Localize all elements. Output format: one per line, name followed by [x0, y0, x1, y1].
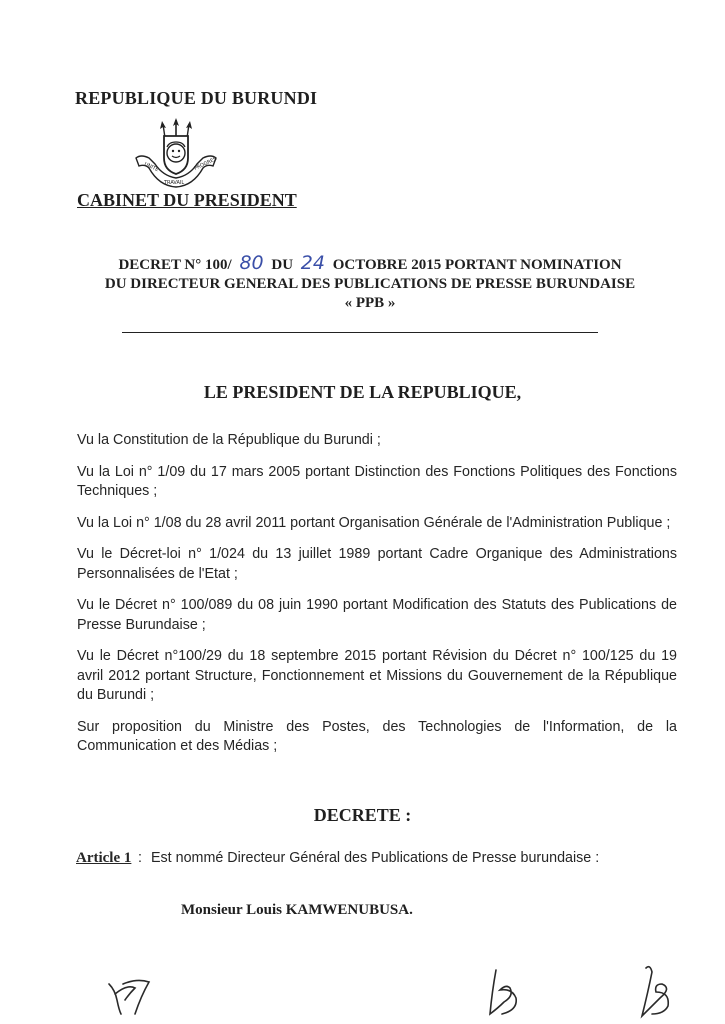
president-heading: LE PRESIDENT DE LA REPUBLIQUE,: [203, 382, 522, 402]
decree-title-line-1-rest: OCTOBRE 2015 PORTANT NOMINATION: [332, 257, 622, 273]
article-1-label: Article 1: [76, 850, 132, 866]
article-1-text: Est nommé Directeur Général des Publications de Presse burundaise :: [151, 850, 600, 866]
motto-progres: PROGRES: [193, 156, 218, 172]
decree-day-handwritten: 24: [300, 252, 325, 274]
visa-item: Vu le Décret-loi n° 1/024 du 13 juillet 1989 portant Cadre Organique des Administrations Personnalisées de l'Etat ;: [77, 546, 677, 582]
motto-unite: UNITE: [143, 161, 160, 174]
signature-initials-left: [105, 970, 155, 1020]
signature-initials-center: [478, 962, 528, 1020]
coat-of-arms-emblem: [133, 118, 219, 190]
decree-title-line-2: DU DIRECTEUR GENERAL DES PUBLICATIONS DE PRESSE BURUNDAISE: [104, 276, 636, 292]
decree-title-line-3: « PPB »: [344, 295, 396, 311]
republic-header: REPUBLIQUE DU BURUNDI: [75, 88, 318, 108]
visa-item: Sur proposition du Ministre des Postes, des Technologies de l'Information, de la Communication et des Médias ;: [77, 718, 677, 754]
visa-item: Vu le Décret n°100/29 du 18 septembre 2015 portant Révision du Décret n° 100/125 du 19 avril 2012 portant Structure, Fonctionnement et Missions du Gouvernement de la République du Burundi ;: [77, 648, 677, 703]
decree-prefix: DECRET N° 100/: [118, 257, 232, 273]
appointee-name: Monsieur Louis KAMWENUBUSA.: [181, 902, 413, 918]
visa-item: Vu la Loi n° 1/09 du 17 mars 2005 portant Distinction des Fonctions Politiques des Fonctions Techniques ;: [77, 463, 677, 499]
visa-item: Vu le Décret n° 100/089 du 08 juin 1990 portant Modification des Statuts des Publications de Presse Burundaise ;: [77, 597, 677, 633]
cabinet-header: CABINET DU PRESIDENT: [77, 190, 297, 210]
decree-title: [60, 254, 680, 313]
visa-item: Vu la Loi n° 1/08 du 28 avril 2011 portant Organisation Générale de l'Administration Publique ;: [77, 514, 671, 531]
article-1-colon: :: [138, 850, 142, 866]
decree-number-handwritten: 80: [239, 252, 264, 274]
title-divider: [122, 332, 598, 333]
visa-item: Vu la Constitution de la République du Burundi ;: [77, 432, 381, 448]
visa-list: [77, 431, 677, 769]
signature-initials-right: [632, 962, 680, 1020]
decree-title-line-1: [60, 254, 680, 275]
motto-travail: TRAVAIL: [164, 180, 185, 186]
decree-du: DU: [271, 257, 294, 273]
decrete-heading: DECRETE :: [313, 805, 412, 825]
